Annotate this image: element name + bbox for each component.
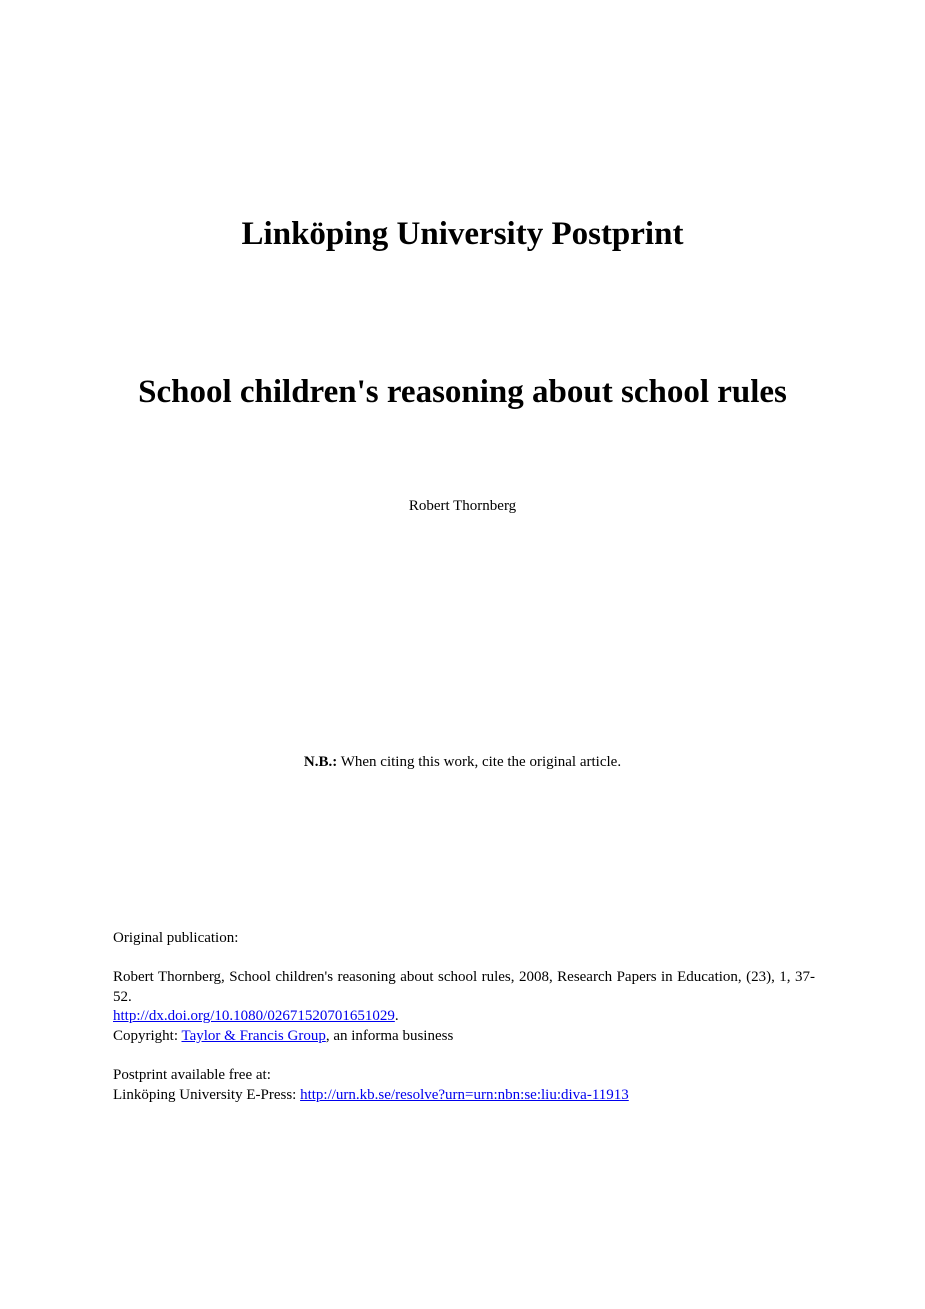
citation-text: Robert Thornberg, School children's reasoning about school rules, 2008, Research Papers in Education, (23), 1, 37-52. [113,969,815,1005]
author-name: Robert Thornberg [408,498,517,514]
publication-info [113,929,815,1105]
postprint-heading: Postprint available free at: [113,1067,271,1084]
copyright-line [113,1027,815,1047]
publisher-suffix: , an informa business [325,1027,454,1044]
copyright-label: Copyright: [113,1027,182,1044]
page-title: Linköping University Postprint [241,216,684,252]
doi-link[interactable]: http://dx.doi.org/10.1080/02671520701651029 [113,1008,395,1025]
e-press-line [113,1086,815,1106]
citation-note-label: N.B.: [303,754,338,770]
e-press-label: Linköping University E-Press: [113,1086,301,1103]
publisher-link[interactable]: Taylor & Francis Group [181,1027,326,1044]
original-publication-heading: Original publication: [113,930,239,946]
citation-note [0,752,925,772]
doi-suffix: . [394,1008,399,1025]
e-press-link[interactable]: http://urn.kb.se/resolve?urn=urn:nbn:se:liu:diva-11913 [300,1086,629,1103]
doi-line [113,1007,815,1027]
paper-title: School children's reasoning about school rules [138,374,787,410]
citation-note-text: When citing this work, cite the original article. [337,754,622,770]
